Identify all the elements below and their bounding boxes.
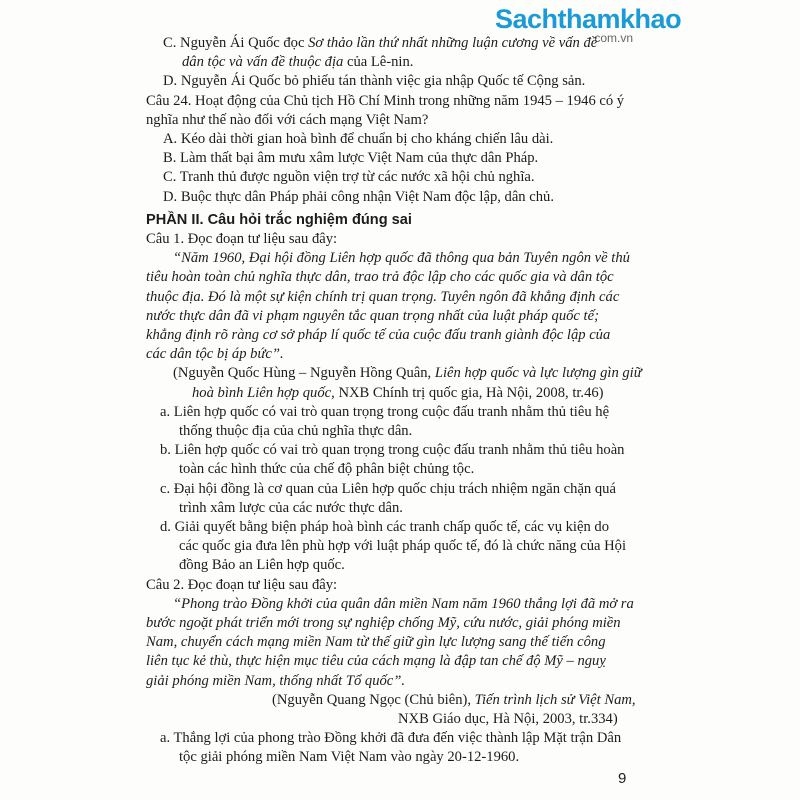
statement-d-cont: các quốc gia đưa lên phù hợp với luật pháp quốc tế, đó là chức năng của Hội (179, 538, 627, 554)
option-c-q23-cont (182, 53, 413, 71)
option-c-q23 (163, 34, 597, 52)
quote-line: “Năm 1960, Đại hội đồng Liên hợp quốc đã thông qua bản Tuyên ngôn về thủ (173, 250, 630, 266)
quote-line: các dân tộc bị áp bức”. (146, 346, 284, 362)
option-c-q24: C. Tranh thủ được nguồn viện trợ từ các nước xã hội chủ nghĩa. (163, 169, 535, 185)
question-24: Câu 24. Hoạt động của Chủ tịch Hồ Chí Minh trong những năm 1945 – 1946 có ý (146, 93, 625, 109)
quote-line: bước ngoặt phát triển mới trong sự nghiệp chống Mỹ, cứu nước, giải phóng miền (146, 615, 621, 631)
text: (Nguyễn Quốc Hùng – Nguyễn Hồng Quân, (173, 365, 435, 381)
statement-a-q2: a. Thắng lợi của phong trào Đồng khởi đã đưa đến việc thành lập Mặt trận Dân (160, 730, 622, 746)
statement-b: b. Liên hợp quốc có vai trò quan trọng trong cuộc đấu tranh nhằm thủ tiêu hoàn (160, 442, 625, 458)
option-d-q23: D. Nguyễn Ái Quốc bỏ phiếu tán thành việc gia nhập Quốc tế Cộng sản. (163, 73, 586, 89)
italic-text: Liên hợp quốc và lực lượng gìn giữ (434, 365, 642, 381)
quote-line: khẳng định rõ ràng cơ sở pháp lí quốc tế của cuộc đấu tranh giành độc lập của (146, 327, 611, 343)
watermark-brand: Sachthamkhao (495, 4, 682, 34)
citation (272, 691, 636, 709)
statement-a: a. Liên hợp quốc có vai trò quan trọng trong cuộc đấu tranh nhằm thủ tiêu hệ (160, 404, 610, 420)
citation (173, 364, 642, 382)
quote-line: liên tục kẻ thù, thực hiện mục tiêu của cách mạng là đập tan chế độ Mỹ – nguỵ (146, 653, 606, 669)
quote-line: giải phóng miền Nam, thống nhất Tổ quốc”. (146, 673, 406, 689)
statement-c-cont: trình xâm lược của các nước thực dân. (179, 500, 403, 516)
statement-a-cont: thống thuộc địa của chủ nghĩa thực dân. (179, 423, 413, 439)
question-24-cont: nghĩa như thế nào đối với cách mạng Việt Nam? (146, 112, 429, 128)
italic-text: dân tộc và vấn đề thuộc địa (182, 54, 344, 70)
watermark-domain: .com.vn (591, 31, 634, 45)
italic-text: hoà bình Liên hợp quốc (192, 385, 332, 401)
question-1: Câu 1. Đọc đoạn tư liệu sau đây: (146, 231, 338, 247)
option-b-q24: B. Làm thất bại âm mưu xâm lược Việt Nam của thực dân Pháp. (163, 150, 539, 166)
statement-b-cont: toàn các hình thức của chế độ phân biệt chủng tộc. (179, 461, 475, 477)
question-2: Câu 2. Đọc đoạn tư liệu sau đây: (146, 577, 338, 593)
statement-a-q2-cont: tộc giải phóng miền Nam Việt Nam vào ngày 20-12-1960. (179, 749, 520, 765)
option-d-q24: D. Buộc thực dân Pháp phải công nhận Việt Nam độc lập, dân chủ. (163, 189, 554, 205)
citation-cont (192, 384, 604, 402)
text: (Nguyễn Quang Ngọc (Chủ biên), (272, 692, 475, 708)
quote-line: thuộc địa. Đó là một sự kiện chính trị quan trọng. Tuyên ngôn đã khẳng định các (146, 289, 620, 305)
quote-line: nước thực dân đã vi phạm nguyên tắc quan trọng nhất của luật pháp quốc tế; (146, 308, 599, 324)
text: , NXB Chính trị quốc gia, Hà Nội, 2008, tr.46) (331, 385, 604, 401)
statement-d: d. Giải quyết bằng biện pháp hoà bình các tranh chấp quốc tế, các vụ kiện do (160, 519, 610, 535)
italic-text: Sơ thảo lần thứ nhất những luận cương về vấn đề (308, 35, 598, 51)
italic-text: Tiến trình lịch sử Việt Nam, (474, 692, 636, 708)
page-number: 9 (618, 770, 627, 787)
statement-c: c. Đại hội đồng là cơ quan của Liên hợp quốc chịu trách nhiệm ngăn chặn quá (160, 481, 616, 497)
statement-d-cont: đồng Bảo an Liên hợp quốc. (179, 557, 345, 573)
quote-line: “Phong trào Đồng khởi của quân dân miền Nam năm 1960 thắng lợi đã mở ra (173, 596, 634, 612)
citation-cont: NXB Giáo dục, Hà Nội, 2003, tr.334) (398, 711, 618, 727)
text: C. Nguyễn Ái Quốc đọc (163, 35, 309, 51)
section-heading: PHẦN II. Câu hỏi trắc nghiệm đúng sai (146, 212, 412, 228)
quote-line: tiêu hoàn toàn chủ nghĩa thực dân, trao trả độc lập cho các quốc gia và dân tộc (146, 269, 614, 285)
option-a-q24: A. Kéo dài thời gian hoà bình để chuẩn bị cho kháng chiến lâu dài. (163, 131, 554, 147)
text: của Lê-nin. (343, 54, 414, 70)
quote-line: Nam, chuyển cách mạng miền Nam từ thế giữ gìn lực lượng sang thế tiến công (146, 634, 606, 650)
